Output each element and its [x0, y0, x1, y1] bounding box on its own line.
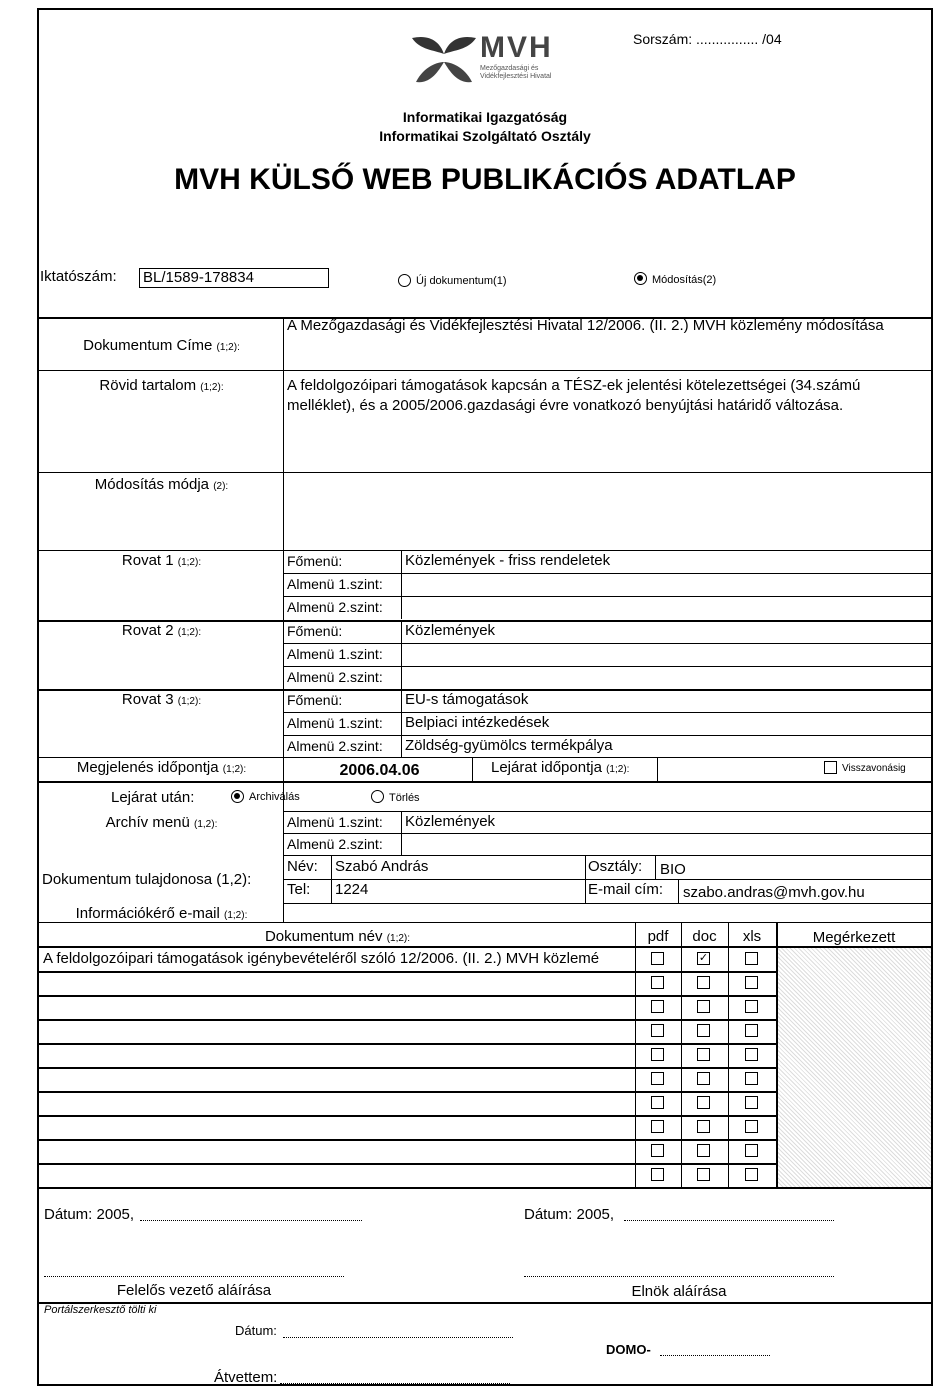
owner-name-label: Név: — [287, 858, 318, 875]
received-line[interactable] — [280, 1383, 510, 1384]
owner-dept-label: Osztály: — [588, 858, 643, 875]
owner-email-value[interactable]: szabo.andras@mvh.gov.hu — [683, 884, 865, 901]
section-3-sub1-label: Almenü 1.szint: — [287, 715, 383, 731]
doc-row-pdf-checkbox[interactable] — [651, 1168, 664, 1181]
doc-row-doc-checkbox[interactable] — [697, 1168, 710, 1181]
section-3-sub1-value[interactable]: Belpiaci intézkedések — [405, 714, 550, 731]
received-label: Átvettem: — [214, 1369, 278, 1386]
doc-row-pdf-checkbox[interactable] — [651, 1072, 664, 1085]
modification-label: Módosítás(2) — [652, 274, 717, 286]
doc-row-pdf-checkbox[interactable] — [651, 1096, 664, 1109]
owner-tel-value[interactable]: 1224 — [335, 881, 369, 898]
domo-line[interactable] — [660, 1355, 770, 1356]
delete-label: Törlés — [389, 792, 420, 804]
after-expiry-label: Lejárat után: — [111, 789, 195, 806]
new-document-radio[interactable] — [398, 274, 411, 287]
section-1-label: Rovat 1 (1;2): — [121, 552, 202, 569]
section-3-label: Rovat 3 (1;2): — [121, 691, 202, 708]
section-2-sub2-label: Almenü 2.szint: — [287, 669, 383, 685]
serial-number: Sorszám: ................ /04 — [633, 31, 782, 47]
registration-label: Iktatószám: — [40, 268, 117, 285]
right-signature-line[interactable] — [524, 1276, 834, 1277]
doc-row-doc-checkbox[interactable] — [697, 1072, 710, 1085]
owner-tel-label: Tel: — [287, 881, 311, 898]
logo-text: MVH — [480, 31, 553, 64]
doc-row-doc-checkbox[interactable]: ✓ — [698, 952, 709, 964]
section-1-main-value[interactable]: Közlemények - friss rendeletek — [405, 552, 611, 569]
pdf-header: pdf — [647, 928, 669, 945]
section-1-main-label: Főmenü: — [287, 553, 343, 569]
portal-date-line[interactable] — [283, 1337, 513, 1338]
registration-number-field[interactable] — [139, 268, 329, 288]
doc-row-xls-checkbox[interactable] — [745, 1024, 758, 1037]
logo-subtext: Mezőgazdasági és Vidékfejlesztési Hivatal — [480, 65, 552, 80]
doc-title-value[interactable]: A Mezőgazdasági és Vidékfejlesztési Hivatal 12/2006. (II. 2.) MVH közlemény módosítása — [287, 317, 884, 334]
doc-row-xls-checkbox[interactable] — [745, 1168, 758, 1181]
doc-row-xls-checkbox[interactable] — [745, 976, 758, 989]
logo-icon — [410, 32, 478, 88]
delete-radio[interactable] — [371, 790, 384, 803]
section-3-sub2-value[interactable]: Zöldség-gyümölcs termékpálya — [405, 737, 613, 754]
owner-label: Dokumentum tulajdonosa (1,2): — [42, 871, 252, 888]
doc-header: doc — [692, 928, 717, 945]
domo-label: DOMO- — [606, 1342, 651, 1357]
arrived-column — [778, 947, 931, 1187]
owner-name-value[interactable]: Szabó András — [335, 858, 429, 875]
right-signature-label: Elnök aláírása — [631, 1283, 727, 1300]
date-left-line[interactable] — [140, 1220, 362, 1221]
doc-name-header: Dokumentum név (1;2): — [264, 928, 411, 945]
doc-row-doc-checkbox[interactable] — [697, 976, 710, 989]
publish-date-label: Megjelenés időpontja (1;2): — [76, 759, 247, 776]
doc-row-pdf-checkbox[interactable] — [651, 976, 664, 989]
revoke-label: Visszavonásig — [842, 763, 906, 774]
publish-date-value[interactable]: 2006.04.06 — [339, 762, 420, 779]
modify-mode-label: Módosítás módja (2): — [94, 476, 229, 493]
doc-row-doc-checkbox[interactable] — [697, 1048, 710, 1061]
doc-row-xls-checkbox[interactable] — [745, 1144, 758, 1157]
revoke-checkbox[interactable] — [824, 761, 837, 774]
doc-row-pdf-checkbox[interactable] — [651, 1024, 664, 1037]
summary-line-2[interactable]: melléklet), és a 2005/2006.gazdasági évre vonatkozó benyújtási határidő változása. — [287, 397, 844, 414]
doc-row-xls-checkbox[interactable] — [745, 1096, 758, 1109]
doc-row-pdf-checkbox[interactable] — [651, 1048, 664, 1061]
section-1-sub2-label: Almenü 2.szint: — [287, 599, 383, 615]
doc-row-pdf-checkbox[interactable] — [651, 1000, 664, 1013]
mvh-logo — [410, 32, 570, 90]
doc-row-xls-checkbox[interactable] — [745, 1048, 758, 1061]
doc-row-doc-checkbox[interactable] — [697, 1120, 710, 1133]
doc-row-doc-checkbox[interactable] — [697, 1000, 710, 1013]
doc-row-xls-checkbox[interactable] — [745, 1072, 758, 1085]
portal-note: Portálszerkesztő tölti ki — [44, 1304, 157, 1316]
expiry-date-label: Lejárat időpontja (1;2): — [491, 759, 630, 776]
section-2-main-value[interactable]: Közlemények — [405, 622, 496, 639]
doc-row-doc-checkbox[interactable] — [697, 1024, 710, 1037]
modification-radio[interactable] — [634, 272, 647, 285]
archive-sub1-label: Almenü 1.szint: — [287, 814, 383, 830]
new-document-label: Új dokumentum(1) — [416, 275, 507, 287]
doc-row-pdf-checkbox[interactable] — [651, 1144, 664, 1157]
archive-radio[interactable] — [231, 790, 244, 803]
doc-row-pdf-checkbox[interactable] — [651, 952, 664, 965]
registration-number-value: BL/1589-178834 — [143, 269, 254, 286]
summary-label: Rövid tartalom (1;2): — [99, 377, 224, 394]
doc-row-doc-checkbox[interactable] — [697, 1144, 710, 1157]
owner-dept-value[interactable]: BIO — [660, 861, 686, 878]
section-2-label: Rovat 2 (1;2): — [121, 622, 202, 639]
dept-line-2: Informatikai Szolgáltató Osztály — [379, 128, 591, 144]
doc-row-name[interactable]: A feldolgozóipari támogatások igénybevételéről szóló 12/2006. (II. 2.) MVH közlemé — [43, 950, 600, 967]
doc-row-xls-checkbox[interactable] — [745, 1000, 758, 1013]
doc-row-xls-checkbox[interactable] — [745, 952, 758, 965]
doc-title-label: Dokumentum Címe (1;2): — [83, 337, 240, 354]
section-3-main-label: Főmenü: — [287, 692, 343, 708]
date-right: Dátum: 2005, — [524, 1206, 615, 1223]
doc-row-xls-checkbox[interactable] — [745, 1120, 758, 1133]
doc-row-doc-checkbox[interactable] — [697, 1096, 710, 1109]
xls-header: xls — [742, 928, 762, 945]
portal-date-label: Dátum: — [235, 1323, 277, 1338]
archive-sub1-value[interactable]: Közlemények — [405, 813, 496, 830]
left-signature-line[interactable] — [44, 1276, 344, 1277]
archive-label: Archiválás — [249, 791, 300, 803]
date-left: Dátum: 2005, — [44, 1206, 135, 1223]
arrived-header: Megérkezett — [812, 929, 896, 946]
section-3-main-value[interactable]: EU-s támogatások — [405, 691, 529, 708]
section-1-sub1-label: Almenü 1.szint: — [287, 576, 383, 592]
summary-line-1[interactable]: A feldolgozóipari támogatások kapcsán a TÉSZ-ek jelentési kötelezettségei (34.számú — [287, 377, 861, 394]
section-3-sub2-label: Almenü 2.szint: — [287, 738, 383, 754]
doc-row-pdf-checkbox[interactable] — [651, 1120, 664, 1133]
dept-line-1: Informatikai Igazgatóság — [402, 109, 568, 125]
left-signature-label: Felelős vezető aláírása — [116, 1282, 272, 1299]
archive-menu-label: Archív menü (1,2): — [105, 814, 218, 831]
owner-email-label: E-mail cím: — [588, 881, 663, 898]
archive-sub2-label: Almenü 2.szint: — [287, 836, 383, 852]
info-email-label: Információkérő e-mail (1;2): — [75, 905, 248, 922]
section-2-sub1-label: Almenü 1.szint: — [287, 646, 383, 662]
date-right-line[interactable] — [624, 1220, 834, 1221]
page-title: MVH KÜLSŐ WEB PUBLIKÁCIÓS ADATLAP — [174, 163, 796, 196]
section-2-main-label: Főmenü: — [287, 623, 343, 639]
